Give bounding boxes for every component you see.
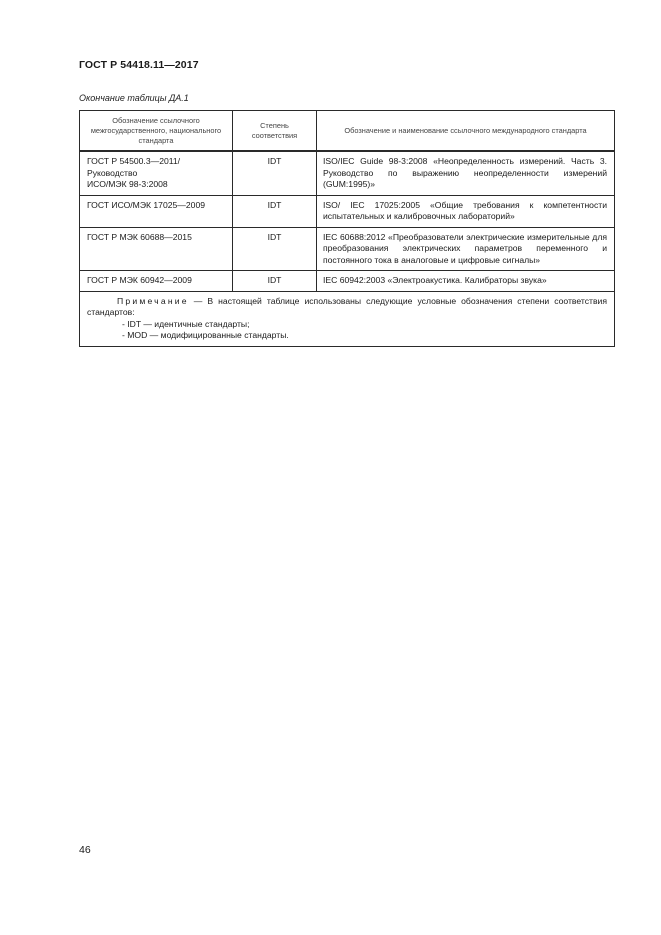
- column-header-international-standard: Обозначение и наименование ссылочного международного стандарта: [317, 111, 615, 152]
- degree-cell: IDT: [233, 151, 317, 195]
- table-row: [80, 271, 615, 292]
- note-text: — В настоящей таблице использованы следующие условные обозначения степени соответствия стандартов:: [87, 295, 607, 317]
- document-header: ГОСТ Р 54418.11—2017: [79, 59, 199, 71]
- national-standard-line: ГОСТ Р МЭК 60942—2009: [87, 275, 192, 285]
- degree-cell: IDT: [233, 271, 317, 292]
- national-standard-cell: [80, 151, 233, 195]
- national-standard-cell: [80, 227, 233, 271]
- table-row: [80, 151, 615, 195]
- national-standard-cell: [80, 271, 233, 292]
- page-number: 46: [79, 844, 91, 856]
- table-header-row: [80, 111, 615, 152]
- international-standard-cell: IEC 60688:2012 «Преобразователи электрические измерительные для преобразования электрических параметров переменного и постоянного тока в аналоговые и цифровые сигналы»: [317, 227, 615, 271]
- national-standard-line: Руководство: [87, 167, 138, 178]
- note-item: - IDT — идентичные стандарты;: [122, 318, 250, 329]
- column-header-degree: Степень соответствия: [233, 111, 317, 152]
- national-standard-line: ГОСТ Р МЭК 60688—2015: [87, 231, 192, 242]
- national-standard-line: ГОСТ ИСО/МЭК 17025—2009: [87, 199, 206, 210]
- table-row: [80, 227, 615, 271]
- standards-table: [79, 110, 615, 347]
- national-standard-line: ГОСТ Р 54500.3—2011/: [87, 156, 181, 166]
- table-row: [80, 195, 615, 227]
- international-standard-cell: ISO/ IEC 17025:2005 «Общие требования к компетентности испытательных и калибровочных лабораторий»: [317, 195, 615, 227]
- note-item: - MOD — модифицированные стандарты.: [122, 330, 289, 340]
- column-header-national-standard: Обозначение ссылочного межгосударственного, национального стандарта: [80, 111, 233, 152]
- note-label: Примечание: [117, 295, 189, 306]
- international-standard-cell: ISO/IEC Guide 98-3:2008 «Неопределенность измерений. Часть 3. Руководство по выражению неопределенности измерений (GUM:1995)»: [317, 151, 615, 195]
- table-note: [80, 291, 615, 346]
- national-standard-cell: [80, 195, 233, 227]
- degree-cell: IDT: [233, 195, 317, 227]
- note-intro: [87, 296, 607, 319]
- international-standard-cell: IEC 60942:2003 «Электроакустика. Калибраторы звука»: [317, 271, 615, 292]
- degree-cell: IDT: [233, 227, 317, 271]
- national-standard-line: ИСО/МЭК 98-3:2008: [87, 179, 168, 189]
- table-caption: Окончание таблицы ДА.1: [79, 93, 189, 103]
- table-note-row: [80, 291, 615, 346]
